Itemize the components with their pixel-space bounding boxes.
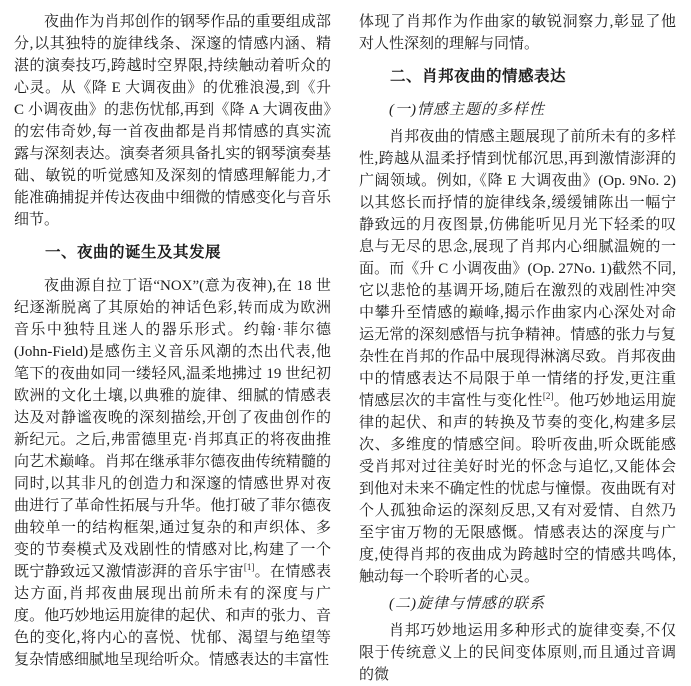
section-heading: 二、肖邦夜曲的情感表达	[390, 68, 567, 85]
citation-marker: [1]	[243, 562, 255, 572]
sub-heading: (二)旋律与情感的联系	[389, 596, 545, 612]
paragraph: 肖邦夜曲的情感主题展现了前所未有的多样性,跨越从温柔抒情到忧郁沉思,再到激情澎湃的广阔领域。例如,《降 E 大调夜曲》(Op. 9No. 2)以其悠长而抒情的旋律线条,缓缓铺陈出一幅宁静致远的月夜图景,仿佛能听见月光下轻柔的叹息与无尽的思念,展现了肖邦内心细腻温婉的一面。而《升 C 小调夜曲》(Op. 27No. 1)截然不同,它以悲怆的基调开场,随后在激烈的戏剧性冲突中攀升至情感的巅峰,揭示作曲家内心深处对命运无常的深刻感悟与抗争精神。情感的张力与复杂性在肖邦的作品中展现得淋漓尽致。肖邦夜曲中的情感表达不局限于单一情绪的抒发,更注重情感层次的丰富性与变化性[2]。他巧妙地运用旋律的起伏、和声的转换及节奏的变化,构建多层次、多维度的情感空间。聆听夜曲,听众既能感受肖邦对过往美好时光的怀念与追忆,又能体会到他对未来不确定性的忧虑与憧憬。夜曲既有对个人孤独命运的深刻反思,又有对爱情、自然乃至宇宙万物的无限感慨。情感表达的深度与广度,使得肖邦的夜曲成为跨越时空的情感共鸣体,触动每一个聆听者的心灵。	[359, 129, 676, 585]
paragraph: 夜曲作为肖邦创作的钢琴作品的重要组成部分,以其独特的旋律线条、深邃的情感内涵、精湛的演奏技巧,跨越时空界限,持续触动着听众的心灵。从《降 E 大调夜曲》的优雅浪漫,到《升 C 小调夜曲》的悲伤忧郁,再到《降 A 大调夜曲》的宏伟奇妙,每一首夜曲都是肖邦情感的真实流露与深刻表达。演奏者须具备扎实的钢琴演奏基础、敏锐的听觉感知及深刻的情感理解能力,才能准确捕捉并传达夜曲中细微的情感变化与音乐细节。	[14, 14, 331, 228]
paragraph: 体现了肖邦作为作曲家的敏锐洞察力,彰显了他对人性深刻的理解与同情。	[359, 14, 676, 52]
sub-heading: (一)情感主题的多样性	[389, 102, 545, 118]
paragraph: 肖邦巧妙地运用多种形式的旋律变奏,不仅限于传统意义上的民间变体原则,而且通过音调的微	[359, 623, 676, 683]
citation-marker: [2]	[542, 391, 554, 401]
section-heading: 一、夜曲的诞生及其发展	[45, 244, 222, 261]
text-column-left	[14, 11, 331, 668]
text-column-right	[359, 11, 676, 683]
paragraph: 夜曲源自拉丁语“NOX”(意为夜神),在 18 世纪逐渐脱离了其原始的神话色彩,转而成为欧洲音乐中独特且迷人的器乐形式。约翰·菲尔德(John-Field)是感伤主义音乐风潮的杰出代表,他笔下的夜曲如同一缕轻风,温柔地拂过 19 世纪初欧洲的文化土壤,以典雅的旋律、细腻的情感表达及对静谧夜晚的深刻描绘,开创了夜曲创作的新纪元。之后,弗雷德里克·肖邦真正的将夜曲推向艺术巅峰。肖邦在继承菲尔德夜曲传统精髓的同时,以其非凡的创造力和深邃的情感世界对夜曲进行了革命性拓展与升华。他打破了菲尔德夜曲较单一的结构框架,通过复杂的和声织体、多变的节奏模式及戏剧性的情感对比,构建了一个既宁静致远又激情澎湃的音乐宇宙[1]。在情感表达方面,肖邦夜曲展现出前所未有的深度与广度。他巧妙地运用旋律的起伏、和声的张力、音色的变化,将内心的喜悦、忧郁、渴望与绝望等复杂情感细腻地呈现给听众。情感表达的丰富性	[14, 278, 331, 668]
